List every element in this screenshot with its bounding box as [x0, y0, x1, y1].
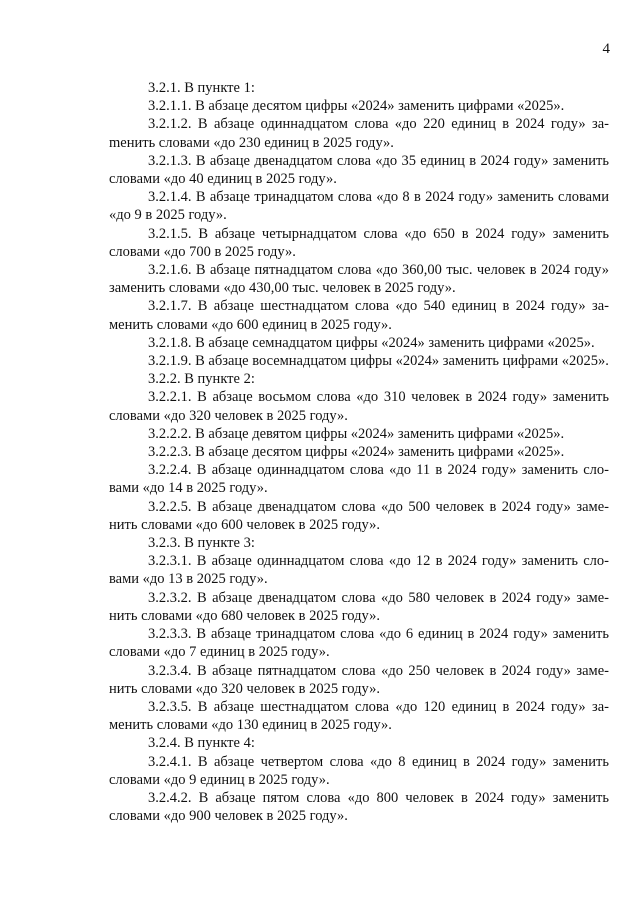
paragraph-3-2-3-5: 3.2.3.5. В абзаце шестнадцатом слова «до 120 единиц в 2024 году» заменить словами «до 130 единиц в 2025 году».: [109, 698, 609, 734]
paragraph-3-2-3-2: 3.2.3.2. В абзаце двенадцатом слова «до 580 человек в 2024 году» заменить словами «до 680 человек в 2025 году».: [109, 589, 609, 624]
paragraph-3-2-2-4: 3.2.2.4. В абзаце одиннадцатом слова «до 11 в 2024 году» заменить словами «до 14 в 2025 году».: [109, 462, 609, 497]
paragraph-3-2-1-8: 3.2.1.8. В абзаце семнадцатом цифры «2024» заменить цифрами «2025».: [148, 334, 595, 351]
paragraph-3-2-1-3: 3.2.1.3. В абзаце двенадцатом слова «до 35 единиц в 2024 году» заменить словами «до 40 единиц в 2025 году».: [109, 152, 609, 188]
document-body: [109, 79, 609, 825]
paragraph-3-2-1-4: 3.2.1.4. В абзаце тринадцатом слова «до 8 в 2024 году» заменить словами «до 9 в 2025 году».: [109, 189, 609, 224]
paragraph-3-2-4-1: 3.2.4.1. В абзаце четвертом слова «до 8 единиц в 2024 году» заменить словами «до 9 единиц в 2025 году».: [109, 753, 609, 788]
paragraph-3-2-2-1: 3.2.2.1. В абзаце восьмом слова «до 310 человек в 2024 году» заменить словами «до 320 человек в 2025 году».: [109, 389, 609, 424]
paragraph-3-2-1-5: 3.2.1.5. В абзаце четырнадцатом слова «до 650 в 2024 году» заменить словами «до 700 в 2025 году».: [109, 225, 609, 260]
paragraph-3-2-1: 3.2.1. В пункте 1:: [148, 80, 255, 96]
paragraph-3-2-1-1: 3.2.1.1. В абзаце десятом цифры «2024» заменить цифрами «2025».: [148, 98, 565, 115]
paragraph-3-2-1-9: 3.2.1.9. В абзаце восемнадцатом цифры «2024» заменить цифрами «2025».: [148, 353, 609, 370]
paragraph-3-2-2-2: 3.2.2.2. В абзаце девятом цифры «2024» заменить цифрами «2025».: [148, 425, 565, 442]
paragraph-3-2-2-5: 3.2.2.5. В абзаце двенадцатом слова «до 500 человек в 2024 году» заменить словами «до 600 человек в 2025 году».: [109, 498, 609, 533]
paragraph-3-2-2: 3.2.2. В пункте 2:: [148, 371, 255, 388]
paragraph-3-2-3-1: 3.2.3.1. В абзаце одиннадцатом слова «до 12 в 2024 году» заменить словами «до 13 в 2025 году».: [109, 553, 609, 588]
paragraph-3-2-1-2: 3.2.1.2. В абзаце одиннадцатом слова «до 220 единиц в 2024 году» заmенить словами «до 230 единиц в 2025 году».: [109, 116, 609, 151]
paragraph-3-2-3: 3.2.3. В пункте 3:: [148, 535, 255, 552]
paragraph-3-2-3-3: 3.2.3.3. В абзаце тринадцатом слова «до 6 единиц в 2024 году» заменить словами «до 7 единиц в 2025 году».: [109, 626, 609, 661]
paragraph-3-2-3-4: 3.2.3.4. В абзаце пятнадцатом слова «до 250 человек в 2024 году» заменить словами «до 320 человек в 2025 году».: [109, 662, 609, 697]
page-number: 4: [602, 41, 610, 57]
paragraph-3-2-4: 3.2.4. В пункте 4:: [148, 735, 255, 752]
paragraph-3-2-1-6: 3.2.1.6. В абзаце пятнадцатом слова «до 360,00 тыс. человек в 2024 году» заменить словами «до 430,00 тыс. человек в 2025 году».: [109, 262, 609, 297]
paragraph-3-2-4-2: 3.2.4.2. В абзаце пятом слова «до 800 человек в 2024 году» заменить словами «до 900 человек в 2025 году».: [109, 789, 609, 825]
paragraph-3-2-2-3: 3.2.2.3. В абзаце десятом цифры «2024» заменить цифрами «2025».: [148, 444, 565, 461]
paragraph-3-2-1-7: 3.2.1.7. В абзаце шестнадцатом слова «до 540 единиц в 2024 году» заменить словами «до 600 единиц в 2025 году».: [109, 298, 609, 333]
